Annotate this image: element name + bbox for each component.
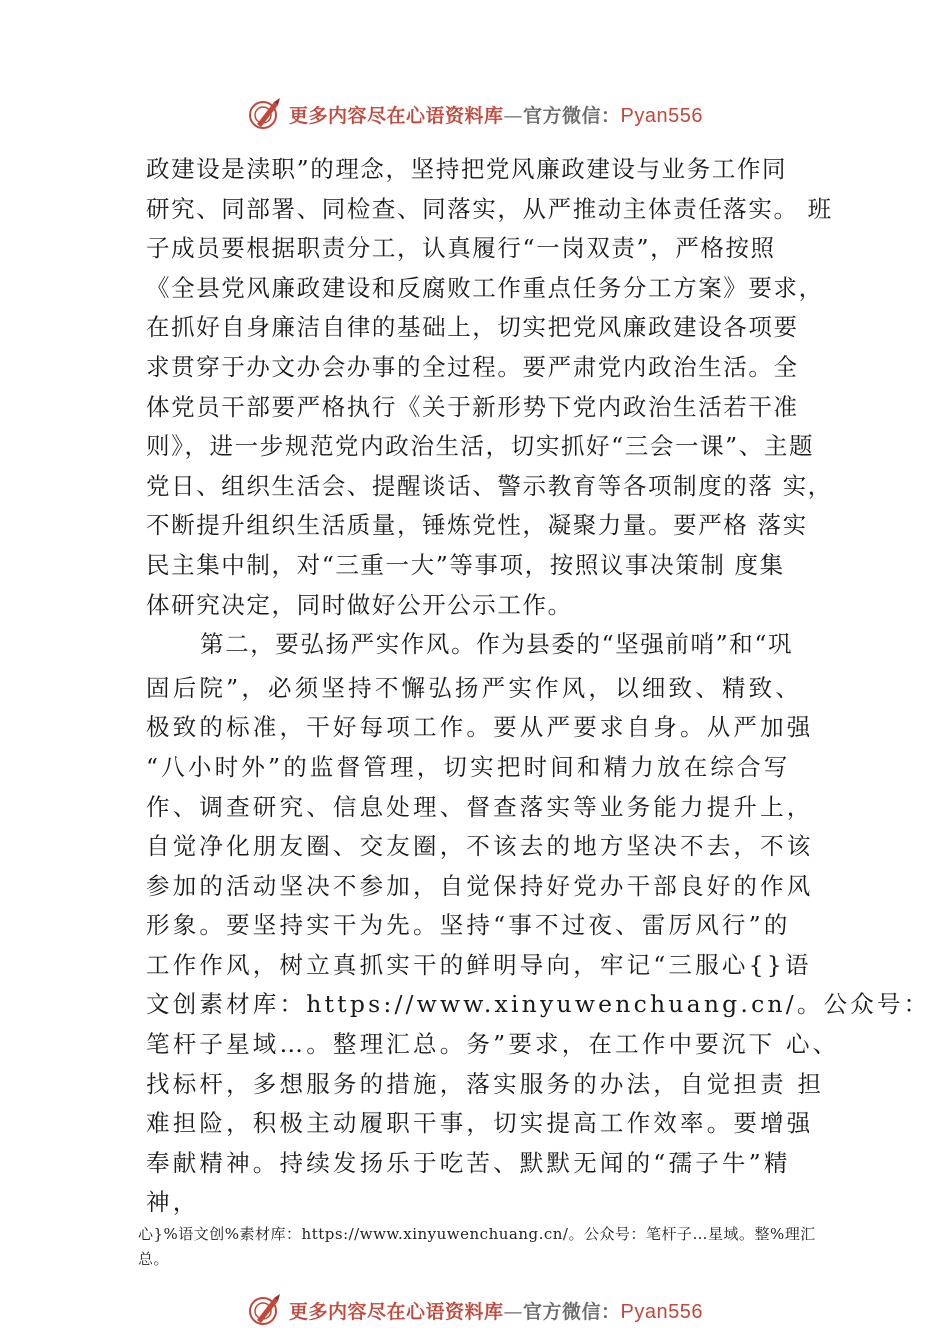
body-line: 在抓好自身廉洁自律的基础上，切实把党风廉政建设各项要 <box>146 313 799 342</box>
body-line: 参加的活动坚决不参加，自觉保持好党办干部良好的作风 <box>146 871 814 900</box>
header-separator: — <box>503 104 524 127</box>
header-brand-name: 更多内容尽在心语资料库 <box>289 104 504 127</box>
footnote-line: 总。 <box>138 1250 170 1268</box>
body-line: 固后院”，必须坚持不懈弘扬严实作风，以细致、精致、 <box>146 673 803 702</box>
body-line: 子成员要根据职责分工，认真履行“一岗双责”，严格按照 <box>146 234 776 263</box>
body-line: 则》，进一步规范党内政治生活，切实抓好“三会一课”、主题 <box>146 432 815 461</box>
brand-logo-icon <box>247 96 283 132</box>
footer-banner <box>0 1290 950 1330</box>
body-line: 研究、同部署、同检查、同落实，从严推动主体责任落实。 班 <box>146 194 833 223</box>
footnote <box>138 1222 850 1272</box>
body-line: 难担险，积极主动履职干事，切实提高工作效率。要增强 <box>146 1109 814 1138</box>
body-line: 极致的标准，干好每项工作。要从严要求自身。从严加强 <box>146 713 814 742</box>
header-brand-text <box>289 101 703 128</box>
body-line: 求贯穿于办文办会办事的全过程。要严肃党内政治生活。全 <box>146 352 799 381</box>
body-line: 文创素材库：https://www.xinyuwenchuang.cn/。公众号： <box>146 990 931 1019</box>
body-line: 工作作风，树立真抓实干的鲜明导向，牢记“三服心{}语 <box>146 950 812 979</box>
paragraph-start-line: 第二，要弘扬严实作风。作为县委的“坚强前哨”和“巩 <box>200 630 794 659</box>
header-wechat-label: 官方微信： <box>523 104 621 127</box>
body-line: 民主集中制，对“三重一大”等事项，按照议事决策制 度集 <box>146 550 785 579</box>
footer-brand-text <box>289 1297 703 1324</box>
footer-separator: — <box>503 1300 524 1323</box>
body-line: 政建设是渎职”的理念，坚持把党风廉政建设与业务工作同 <box>146 155 788 183</box>
body-line: 形象。要坚持实干为先。坚持“事不过夜、雷厉风行”的 <box>146 911 791 940</box>
body-line: 找标杆，多想服务的措施，落实服务的办法，自觉担责 担 <box>146 1069 825 1098</box>
body-line: 党日、组织生活会、提醒谈话、警示教育等各项制度的落 实， <box>146 471 833 500</box>
body-line: 体研究决定，同时做好公开公示工作。 <box>146 590 573 619</box>
body-line: 体党员干部要严格执行《关于新形势下党内政治生活若干准 <box>146 392 799 421</box>
footnote-line: 心}%语文创%素材库：https://www.xinyuwenchuang.cn/。公众号：笔杆子…星域。整%理汇 <box>138 1225 816 1243</box>
body-line: 神， <box>146 1188 200 1217</box>
footer-brand-name: 更多内容尽在心语资料库 <box>289 1300 504 1323</box>
header-banner <box>0 94 950 134</box>
body-line: 不断提升组织生活质量，锤炼党性，凝聚力量。要严格 落实 <box>146 511 808 540</box>
body-line: 奉献精神。持续发扬乐于吃苦、默默无闻的“孺子牛”精 <box>146 1148 791 1177</box>
brand-logo-icon <box>247 1292 283 1328</box>
body-line: 《全县党风廉政建设和反腐败工作重点任务分工方案》要求， <box>146 273 824 302</box>
footer-wechat-label: 官方微信： <box>523 1300 621 1323</box>
document-body <box>146 150 931 1223</box>
body-line: “八小时外”的监督管理，切实把时间和精力放在综合写 <box>146 752 791 781</box>
header-wechat-id: Pyan556 <box>620 104 703 127</box>
body-line: 作、调查研究、信息处理、督查落实等业务能力提升上， <box>146 792 814 821</box>
body-line: 自觉净化朋友圈、交友圈，不该去的地方坚决不去，不该 <box>146 832 814 861</box>
body-line: 笔杆子星域…。整理汇总。务”要求，在工作中要沉下 心、 <box>146 1030 840 1059</box>
footer-wechat-id: Pyan556 <box>620 1300 703 1323</box>
